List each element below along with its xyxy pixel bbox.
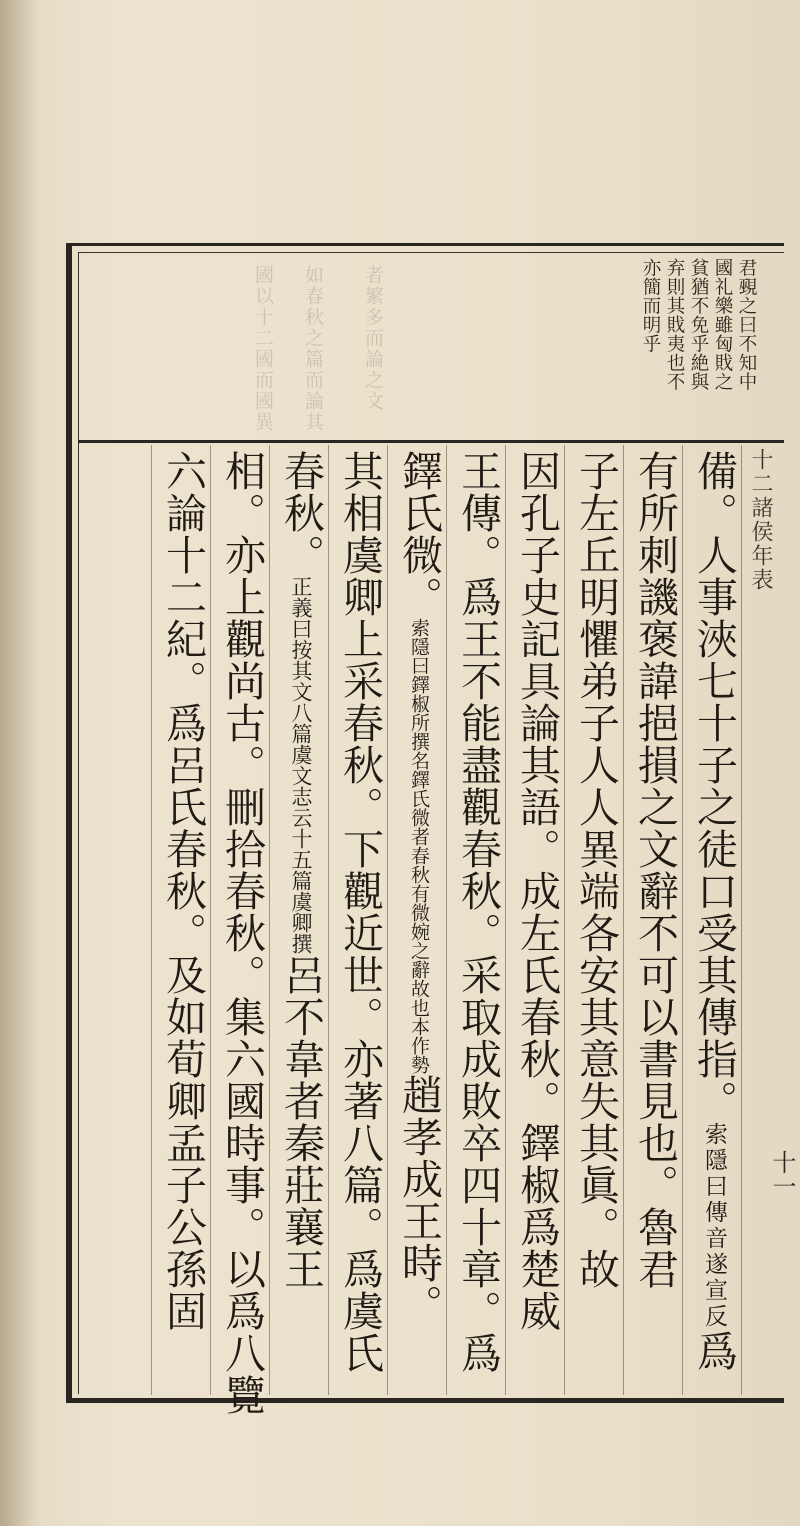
main-text: 鐸氏微。 <box>395 450 443 618</box>
binding-shadow <box>0 0 40 1526</box>
column-rule <box>210 445 211 1395</box>
text-column-1 <box>688 450 740 1372</box>
column-rule <box>446 445 447 1395</box>
text-column-5 <box>452 450 504 1374</box>
header-divider <box>78 440 784 443</box>
main-text: 備。人事浹七十子之徒口受其傳指。 <box>690 450 738 1122</box>
main-text: 趙孝成王時。 <box>395 1074 443 1326</box>
bleed-through-text: 者繁多而論之文 <box>362 265 384 412</box>
header-note-5: 亦簡而明乎 <box>640 258 661 353</box>
column-rule <box>505 445 506 1395</box>
main-text: 王傳。爲王不能盡觀春秋。采取成敗卒四十章。爲 <box>454 450 502 1374</box>
header-note-4: 弃則其戝夷也不 <box>664 258 685 391</box>
main-text: 六論十二紀。爲呂氏春秋。及如荀卿孟子公孫固 <box>159 450 207 1332</box>
main-text: 其相虞卿上采春秋。下觀近世。亦著八篇。爲虞氏 <box>336 450 384 1374</box>
annotation-text: 索隱曰鐸椒所撰名鐸氏微者春秋有微婉之辭故也本作勢 <box>408 618 430 1074</box>
main-text: 爲 <box>690 1330 738 1372</box>
column-rule <box>564 445 565 1395</box>
column-rule <box>269 445 270 1395</box>
text-column-3 <box>570 450 622 1290</box>
column-rule <box>151 445 152 1395</box>
column-rule <box>328 445 329 1395</box>
column-rule <box>387 445 388 1395</box>
header-note-3: 貧猶不免乎絶與 <box>688 258 709 391</box>
annotation-text: 正義曰按其文八篇虞文志云十五篇虞卿撰 <box>289 576 313 954</box>
text-column-8 <box>275 450 327 1290</box>
bleed-through-text: 國以十二國而國異 <box>252 265 274 433</box>
folio-number: 十一 <box>768 1150 796 1198</box>
main-text: 有所刺譏褒諱挹損之文辭不可以書見也。魯君 <box>631 450 679 1290</box>
text-column-9 <box>216 450 268 1416</box>
text-column-10 <box>157 450 209 1332</box>
column-rule <box>623 445 624 1395</box>
header-note-2: 國礼樂雖匈戝之 <box>712 258 733 391</box>
bleed-through-text: 如春秋之篇而論其 <box>302 265 324 433</box>
main-text: 相。亦上觀尚古。刪拾春秋。集六國時事。以爲八覽 <box>218 450 266 1416</box>
main-text: 因孔子史記具論其語。成左氏春秋。鐸椒爲楚威 <box>513 450 561 1332</box>
main-text: 呂不韋者秦莊襄王 <box>277 954 325 1290</box>
annotation-text: 索隱曰傳音遂宣反 <box>701 1122 727 1330</box>
text-column-4 <box>511 450 563 1332</box>
main-text: 子左丘明懼弟子人人異端各安其意失其眞。故 <box>572 450 620 1290</box>
header-note-1: 君覡之曰不知中 <box>736 258 757 391</box>
text-column-2 <box>629 450 681 1290</box>
text-column-7 <box>334 450 386 1374</box>
main-text: 春秋。 <box>277 450 325 576</box>
margin-title: 十二諸侯年表 <box>748 448 773 592</box>
column-rule <box>682 445 683 1395</box>
column-rule <box>741 445 742 1395</box>
text-column-6 <box>393 450 445 1326</box>
